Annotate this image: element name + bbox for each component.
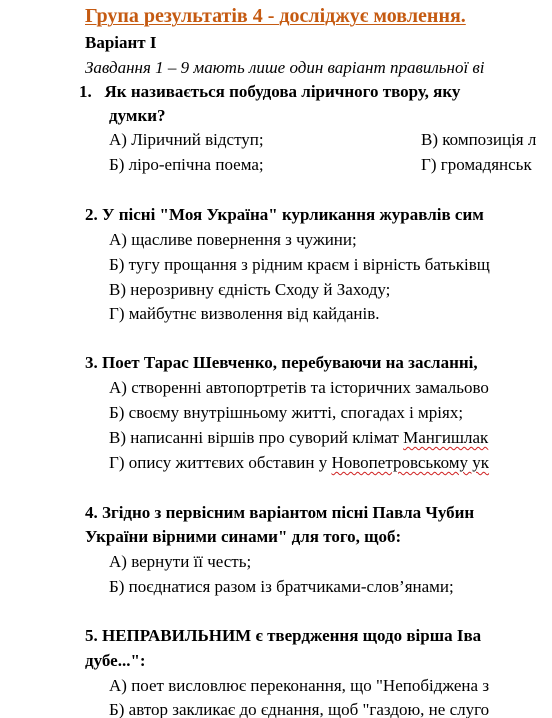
variant-heading: Варіант І (85, 33, 157, 52)
question-2-option-g: Г) майбутнє визволення від кайданів. (109, 304, 380, 323)
question-3-option-v-spellcheck: Мангишлак (403, 428, 489, 447)
question-5-option-a: А) поет висловлює переконання, що "Непобіджена з (109, 676, 490, 695)
question-2-number: 2. (85, 205, 98, 224)
section-title: Група результатів 4 - досліджує мовлення. (85, 5, 466, 27)
question-2-option-a: А) щасливе повернення з чужини; (109, 230, 357, 249)
question-2-text: У пісні "Моя Україна" курликання журавлів сим (102, 205, 484, 224)
question-1-option-b: Б) ліро-епічна поема; (109, 155, 264, 174)
question-3-number: 3. (85, 353, 98, 372)
question-4-text: Згідно з первісним варіантом пісні Павла Чубин (102, 503, 475, 522)
question-4-line-2: України вірними синами" для того, щоб: (85, 527, 402, 546)
question-1-option-v: В) композиція л (421, 130, 537, 149)
question-1-number: 1. (79, 82, 92, 101)
question-1-line-1 (79, 82, 460, 102)
question-3-option-b: Б) своєму внутрішньому житті, спогадах і мріях; (109, 403, 464, 422)
question-1-option-g: Г) громадянськ (421, 155, 532, 174)
question-5-number: 5. (85, 626, 98, 645)
question-4-option-a: А) вернути її честь; (109, 552, 252, 571)
question-4-line-1 (85, 503, 474, 523)
question-4-option-b: Б) поєднатися разом із братчиками-слов’янами; (109, 577, 454, 596)
question-3-option-a: А) створенні автопортретів та історичних замальово (109, 378, 489, 397)
question-3-line-1 (85, 353, 478, 373)
question-5-line-1 (85, 626, 481, 646)
question-3-option-v-text: В) написанні віршів про суворий клімат (109, 428, 404, 447)
question-3-text: Поет Тарас Шевченко, перебуваючи на засланні, (102, 353, 478, 372)
question-3-option-g-text: Г) опису життєвих обставин у (109, 453, 332, 472)
question-1-line-2: думки? (109, 106, 166, 125)
question-2-option-v: В) нерозривну єдність Сходу й Заходу; (109, 280, 391, 299)
question-3-option-g (109, 453, 489, 473)
instruction-text: Завдання 1 – 9 мають лише один варіант правильної ві (85, 58, 485, 77)
question-2-line-1 (85, 205, 484, 225)
question-3-option-v (109, 428, 488, 448)
question-3-option-g-spellcheck: Новопетровському ук (331, 453, 490, 472)
question-5-text: НЕПРАВИЛЬНИМ є твердження щодо вірша Іва (102, 626, 482, 645)
question-4-number: 4. (85, 503, 98, 522)
question-5-option-b: Б) автор закликає до єднання, щоб "газдою, не слуго (109, 700, 490, 718)
question-1-text: Як називається побудова ліричного твору, яку (104, 82, 461, 101)
question-1-option-a: А) Ліричний відступ; (109, 130, 264, 149)
question-5-line-2: дубе...": (85, 651, 146, 670)
question-2-option-b: Б) тугу прощання з рідним краєм і вірність батьківщ (109, 255, 490, 274)
